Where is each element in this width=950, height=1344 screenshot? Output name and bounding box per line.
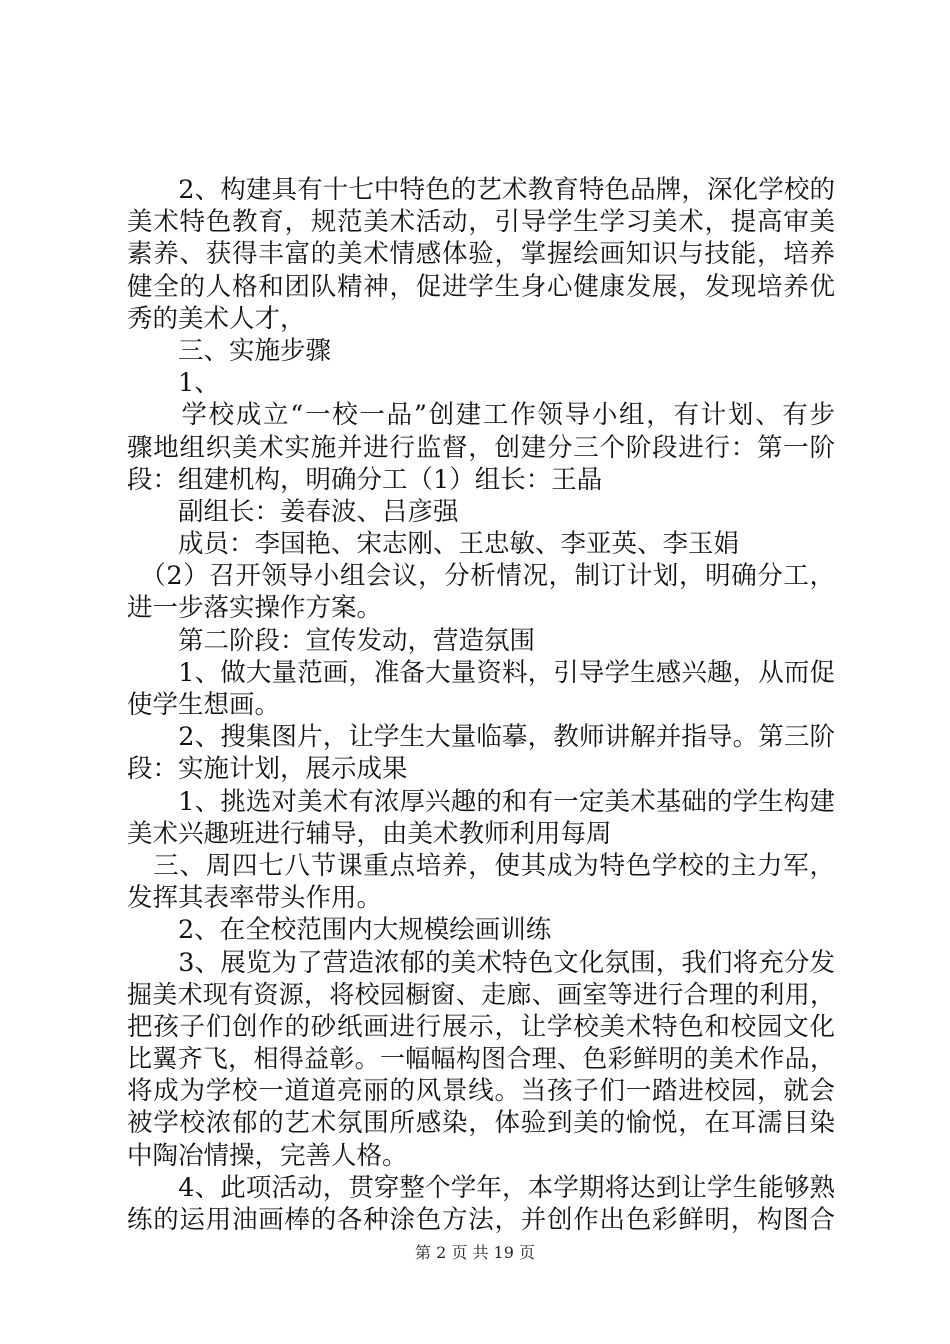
page-footer: 第 2 页 共 19 页 bbox=[415, 1243, 535, 1262]
text-line: 被学校浓郁的艺术氛围所感染，体验到美的愉悦，在耳濡目染 bbox=[127, 1108, 835, 1139]
text-line: 将成为学校一道道亮丽的风景线。当孩子们一踏进校园，就会 bbox=[127, 1076, 835, 1107]
text-line: 1、 bbox=[127, 368, 220, 399]
text-line: 三、实施步骤 bbox=[127, 335, 332, 366]
text-line: 3、展览为了营造浓郁的美术特色文化氛围，我们将充分发 bbox=[127, 947, 835, 978]
text-line: 1、挑选对美术有浓厚兴趣的和有一定美术基础的学生构建 bbox=[127, 786, 835, 817]
text-line: 发挥其表率带头作用。 bbox=[127, 883, 383, 914]
text-line: 练的运用油画棒的各种涂色方法，并创作出色彩鲜明，构图合 bbox=[127, 1205, 835, 1235]
text-line: 健全的人格和团队精神，促进学生身心健康发展，发现培养优 bbox=[127, 271, 835, 302]
text-line: 骤地组织美术实施并进行监督，创建分三个阶段进行：第一阶 bbox=[127, 432, 835, 463]
text-line: 秀的美术人才， bbox=[127, 303, 306, 334]
text-line: 美术特色教育，规范美术活动，引导学生学习美术，提高审美 bbox=[127, 207, 835, 238]
text-line: 掘美术现有资源，将校园橱窗、走廊、画室等进行合理的利用， bbox=[127, 979, 835, 1009]
text-line: 副组长：姜春波、吕彦强 bbox=[127, 496, 459, 527]
text-line: 中陶冶情操，完善人格。 bbox=[127, 1140, 408, 1171]
text-line: 比翼齐飞，相得益彰。一幅幅构图合理、色彩鲜明的美术作品， bbox=[127, 1044, 835, 1074]
text-line: 2、搜集图片，让学生大量临摹，教师讲解并指导。第三阶 bbox=[127, 722, 835, 753]
text-line: （2）召开领导小组会议，分析情况，制订计划，明确分工， bbox=[127, 561, 835, 592]
text-line: 美术兴趣班进行辅导，由美术教师利用每周 bbox=[127, 818, 612, 849]
text-line: 学校成立“一校一品”创建工作领导小组，有计划、有步 bbox=[127, 400, 835, 431]
text-line: 段：组建机构，明确分工（1）组长：王晶 bbox=[127, 464, 603, 495]
text-line: 进一步落实操作方案。 bbox=[127, 593, 383, 624]
text-line: 三、周四七八节课重点培养，使其成为特色学校的主力军， bbox=[127, 850, 835, 881]
text-line: 素养、获得丰富的美术情感体验，掌握绘画知识与技能，培养 bbox=[127, 239, 835, 270]
text-line: 2、在全校范围内大规模绘画训练 bbox=[127, 915, 552, 946]
document-body bbox=[127, 174, 835, 1236]
text-line: 第二阶段：宣传发动，营造氛围 bbox=[127, 625, 536, 656]
text-line: 2、构建具有十七中特色的艺术教育特色品牌，深化学校的 bbox=[127, 175, 835, 205]
text-line: 4、此项活动，贯穿整个学年，本学期将达到让学生能够熟 bbox=[127, 1172, 835, 1203]
text-line: 1、做大量范画，准备大量资料，引导学生感兴趣，从而促 bbox=[127, 657, 835, 688]
text-line: 使学生想画。 bbox=[127, 690, 281, 720]
text-line: 把孩子们创作的砂纸画进行展示，让学校美术特色和校园文化 bbox=[127, 1011, 835, 1042]
text-line: 成员：李国艳、宋志刚、王忠敏、李亚英、李玉娟 bbox=[127, 529, 740, 560]
text-line: 段：实施计划，展示成果 bbox=[127, 754, 408, 785]
